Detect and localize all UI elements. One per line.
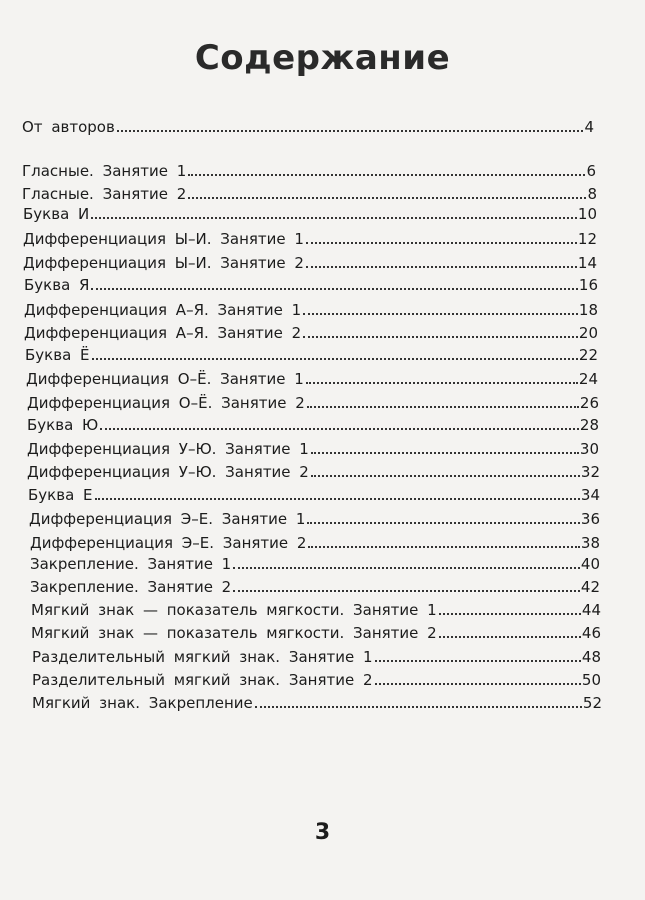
dot-leader bbox=[306, 242, 577, 244]
toc-entry-label: Мягкий знак. Закрепление bbox=[32, 694, 253, 712]
toc-entry-label: Мягкий знак — показатель мягкости. Занятие 2 bbox=[31, 624, 437, 642]
toc-entry bbox=[24, 297, 598, 319]
toc-entry-label: Дифференциация А–Я. Занятие 2 bbox=[24, 324, 302, 342]
toc-entry-page: 36 bbox=[580, 510, 600, 528]
toc-entry-page: 40 bbox=[580, 555, 600, 573]
dot-leader bbox=[233, 590, 580, 592]
dot-leader bbox=[307, 406, 579, 408]
dot-leader bbox=[303, 336, 578, 338]
toc-entry bbox=[27, 459, 600, 481]
toc-entry-page: 38 bbox=[580, 534, 600, 552]
toc-entry-label: Гласные. Занятие 2 bbox=[22, 185, 187, 203]
toc-entry bbox=[23, 226, 597, 248]
dot-leader bbox=[308, 546, 579, 548]
toc-entry bbox=[24, 320, 598, 342]
dot-leader bbox=[95, 498, 580, 500]
dot-leader bbox=[311, 452, 579, 454]
dot-leader bbox=[188, 197, 586, 199]
page-title: Содержание bbox=[194, 38, 451, 78]
toc-entry bbox=[23, 250, 597, 272]
dot-leader bbox=[439, 613, 581, 615]
toc-entry-label: Дифференциация О–Ё. Занятие 2 bbox=[27, 394, 305, 412]
dot-leader bbox=[100, 428, 579, 430]
toc-entry bbox=[31, 597, 601, 619]
toc-entry-label: Закрепление. Занятие 1 bbox=[30, 555, 232, 573]
toc-entry-label: Разделительный мягкий знак. Занятие 2 bbox=[32, 671, 373, 689]
toc-entry bbox=[22, 114, 594, 136]
toc-entry-page: 46 bbox=[581, 624, 601, 642]
toc-entry bbox=[30, 551, 600, 573]
toc-entry-page: 44 bbox=[581, 601, 601, 619]
toc-entry bbox=[24, 272, 598, 294]
toc-entry-label: Дифференциация Ы–И. Занятие 2 bbox=[23, 254, 304, 272]
dot-leader bbox=[306, 382, 578, 384]
toc-entry-label: Буква Ю bbox=[27, 416, 99, 434]
toc-entry-page: 20 bbox=[578, 324, 598, 342]
dot-leader bbox=[439, 636, 581, 638]
toc-entry bbox=[27, 412, 599, 434]
toc-entry bbox=[27, 390, 599, 412]
toc-entry-page: 18 bbox=[578, 301, 598, 319]
toc-entry bbox=[31, 620, 601, 642]
toc-entry bbox=[28, 482, 600, 504]
toc-entry-page: 32 bbox=[580, 463, 600, 481]
dot-leader bbox=[117, 130, 584, 132]
dot-leader bbox=[306, 266, 577, 268]
dot-leader bbox=[311, 475, 580, 477]
dot-leader bbox=[303, 313, 578, 315]
toc-entry bbox=[32, 690, 602, 712]
toc-entry-label: Буква Ё bbox=[25, 346, 90, 364]
dot-leader bbox=[255, 706, 582, 708]
toc-entry-label: Дифференциация Э–Е. Занятие 1 bbox=[29, 510, 306, 528]
toc-entry-page: 4 bbox=[584, 118, 594, 136]
dot-leader bbox=[92, 358, 578, 360]
toc-entry-label: От авторов bbox=[22, 118, 115, 136]
dot-leader bbox=[375, 660, 581, 662]
toc-entry bbox=[26, 366, 598, 388]
toc-entry bbox=[30, 574, 600, 596]
toc-entry-page: 42 bbox=[580, 578, 600, 596]
toc-entry-label: Закрепление. Занятие 2 bbox=[30, 578, 232, 596]
toc-entry bbox=[23, 201, 597, 223]
toc-entry-page: 16 bbox=[578, 276, 598, 294]
toc-entry-page: 50 bbox=[581, 671, 601, 689]
toc-entry bbox=[32, 644, 601, 666]
toc-entry bbox=[27, 436, 599, 458]
toc-entry-label: Дифференциация Э–Е. Занятие 2 bbox=[30, 534, 307, 552]
toc-entry-page: 6 bbox=[586, 162, 596, 180]
dot-leader bbox=[91, 288, 577, 290]
toc-entry-label: Дифференциация У–Ю. Занятие 1 bbox=[27, 440, 309, 458]
toc-entry-page: 52 bbox=[582, 694, 602, 712]
toc-entry-page: 14 bbox=[577, 254, 597, 272]
toc-entry-label: Дифференциация У–Ю. Занятие 2 bbox=[27, 463, 309, 481]
toc-entry-label: Буква Е bbox=[28, 486, 93, 504]
toc-entry bbox=[29, 506, 600, 528]
toc-entry-label: Буква Я bbox=[24, 276, 90, 294]
dot-leader bbox=[188, 174, 585, 176]
toc-entry bbox=[30, 530, 600, 552]
toc-entry-page: 24 bbox=[578, 370, 598, 388]
toc-entry-page: 28 bbox=[579, 416, 599, 434]
toc-entry-page: 10 bbox=[577, 205, 597, 223]
toc-entry bbox=[25, 342, 598, 364]
toc-entry-page: 22 bbox=[578, 346, 598, 364]
toc-entry bbox=[22, 181, 597, 203]
toc-entry-label: Буква И bbox=[23, 205, 90, 223]
dot-leader bbox=[307, 522, 579, 524]
toc-entry-label: Гласные. Занятие 1 bbox=[22, 162, 187, 180]
toc-entry bbox=[32, 667, 601, 689]
toc-entry-page: 12 bbox=[577, 230, 597, 248]
dot-leader bbox=[375, 683, 581, 685]
toc-entry-label: Разделительный мягкий знак. Занятие 1 bbox=[32, 648, 373, 666]
toc-entry-label: Дифференциация Ы–И. Занятие 1 bbox=[23, 230, 304, 248]
toc-entry-page: 48 bbox=[581, 648, 601, 666]
toc-entry-page: 34 bbox=[580, 486, 600, 504]
page-number: 3 bbox=[314, 820, 331, 845]
toc-entry-page: 26 bbox=[579, 394, 599, 412]
toc-entry-label: Дифференциация А–Я. Занятие 1 bbox=[24, 301, 302, 319]
dot-leader bbox=[233, 567, 580, 569]
toc-entry-label: Дифференциация О–Ё. Занятие 1 bbox=[26, 370, 304, 388]
toc-entry bbox=[22, 158, 596, 180]
toc-entry-page: 8 bbox=[587, 185, 597, 203]
dot-leader bbox=[91, 217, 577, 219]
toc-entry-label: Мягкий знак — показатель мягкости. Занятие 1 bbox=[31, 601, 437, 619]
toc-entry-page: 30 bbox=[579, 440, 599, 458]
